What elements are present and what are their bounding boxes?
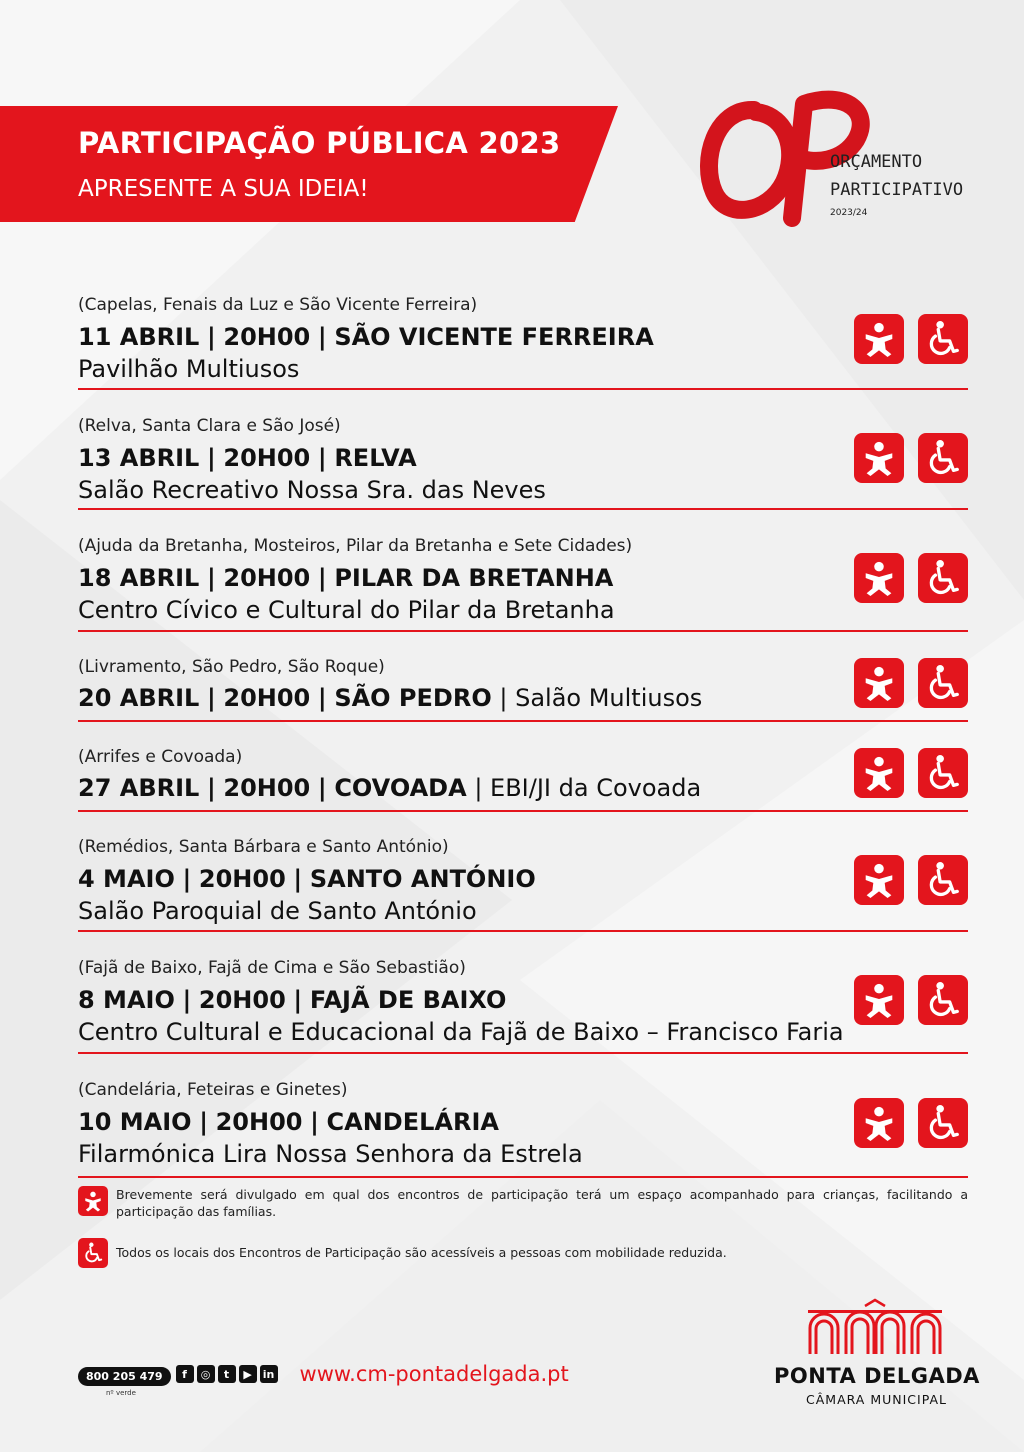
wheelchair-icon (918, 314, 968, 364)
op-logo-line2: PARTICIPATIVO (830, 180, 964, 200)
accessibility-note (78, 1238, 968, 1268)
page-subtitle: APRESENTE A SUA IDEIA! (78, 176, 369, 202)
wheelchair-icon (78, 1238, 108, 1268)
event-region: (Candelária, Feteiras e Ginetes) (78, 1080, 348, 1100)
event-icons (854, 553, 968, 603)
event-icons (854, 1098, 968, 1148)
event-item (78, 722, 968, 812)
footer (78, 1362, 569, 1397)
notes-section (78, 1186, 968, 1286)
events-list (78, 290, 968, 1178)
facebook-icon[interactable]: f (176, 1365, 194, 1383)
event-item (78, 632, 968, 722)
op-logo-line1: ORÇAMENTO (830, 152, 923, 172)
linkedin-icon[interactable]: in (260, 1365, 278, 1383)
event-item (78, 290, 968, 390)
child-icon (854, 855, 904, 905)
event-headline: 4 MAIO | 20H00 | SANTO ANTÓNIO (78, 865, 536, 893)
child-icon (854, 553, 904, 603)
event-headline: 27 ABRIL | 20H00 | COVOADA | EBI/JI da Covoada (78, 774, 702, 802)
child-icon (854, 433, 904, 483)
phone-number[interactable]: 800 205 479 (78, 1367, 171, 1386)
event-region: (Fajã de Baixo, Fajã de Cima e São Sebastião) (78, 958, 466, 978)
event-venue: Centro Cívico e Cultural do Pilar da Bretanha (78, 596, 615, 624)
org-subtitle: CÂMARA MUNICIPAL (806, 1392, 947, 1407)
website-link[interactable]: www.cm-pontadelgada.pt (299, 1362, 569, 1386)
wheelchair-icon (918, 658, 968, 708)
childcare-note-text: Brevemente será divulgado em qual dos encontros de participação terá um espaço acompanhado para crianças, facilitando a participação das famílias. (116, 1187, 968, 1219)
event-icons (854, 748, 968, 798)
child-icon (78, 1186, 108, 1216)
wheelchair-icon (918, 553, 968, 603)
wheelchair-icon (918, 433, 968, 483)
event-headline: 8 MAIO | 20H00 | FAJÃ DE BAIXO (78, 986, 507, 1014)
wheelchair-icon (918, 975, 968, 1025)
event-headline: 20 ABRIL | 20H00 | SÃO PEDRO | Salão Multiusos (78, 684, 703, 712)
child-icon (854, 975, 904, 1025)
event-icons (854, 975, 968, 1025)
event-item (78, 510, 968, 632)
event-item (78, 390, 968, 510)
youtube-icon[interactable]: ▶ (239, 1365, 257, 1383)
childcare-note (78, 1186, 968, 1220)
child-icon (854, 658, 904, 708)
child-icon (854, 314, 904, 364)
ponta-delgada-logo (800, 1298, 950, 1356)
op-logo-year: 2023/24 (830, 208, 868, 218)
event-icons (854, 433, 968, 483)
child-icon (854, 748, 904, 798)
child-icon (854, 1098, 904, 1148)
event-headline: 11 ABRIL | 20H00 | SÃO VICENTE FERREIRA (78, 323, 654, 351)
event-icons (854, 314, 968, 364)
event-headline: 10 MAIO | 20H00 | CANDELÁRIA (78, 1108, 499, 1136)
event-venue: Pavilhão Multiusos (78, 355, 300, 383)
phone-note: nº verde (106, 1388, 136, 1397)
wheelchair-icon (918, 855, 968, 905)
accessibility-note-text: Todos os locais dos Encontros de Participação são acessíveis a pessoas com mobilidade reduzida. (116, 1245, 727, 1260)
event-item (78, 932, 968, 1054)
event-venue: Filarmónica Lira Nossa Senhora da Estrela (78, 1140, 583, 1168)
event-venue: Salão Paroquial de Santo António (78, 897, 477, 925)
event-venue: Centro Cultural e Educacional da Fajã de Baixo – Francisco Faria (78, 1018, 844, 1046)
event-item (78, 812, 968, 932)
social-links (176, 1365, 278, 1383)
page-title: PARTICIPAÇÃO PÚBLICA 2023 (78, 126, 561, 160)
event-icons (854, 855, 968, 905)
twitter-icon[interactable]: t (218, 1365, 236, 1383)
event-item (78, 1054, 968, 1178)
wheelchair-icon (918, 1098, 968, 1148)
instagram-icon[interactable]: ◎ (197, 1365, 215, 1383)
event-region: (Arrifes e Covoada) (78, 747, 243, 767)
event-headline: 13 ABRIL | 20H00 | RELVA (78, 444, 417, 472)
event-region: (Relva, Santa Clara e São José) (78, 416, 341, 436)
event-region: (Remédios, Santa Bárbara e Santo António) (78, 837, 449, 857)
event-region: (Ajuda da Bretanha, Mosteiros, Pilar da Bretanha e Sete Cidades) (78, 536, 633, 556)
event-region: (Capelas, Fenais da Luz e São Vicente Ferreira) (78, 295, 478, 315)
header-banner (0, 106, 618, 222)
event-headline: 18 ABRIL | 20H00 | PILAR DA BRETANHA (78, 564, 614, 592)
event-icons (854, 658, 968, 708)
org-name: PONTA DELGADA (774, 1364, 980, 1388)
wheelchair-icon (918, 748, 968, 798)
event-venue: Salão Recreativo Nossa Sra. das Neves (78, 476, 546, 504)
event-region: (Livramento, São Pedro, São Roque) (78, 657, 385, 677)
